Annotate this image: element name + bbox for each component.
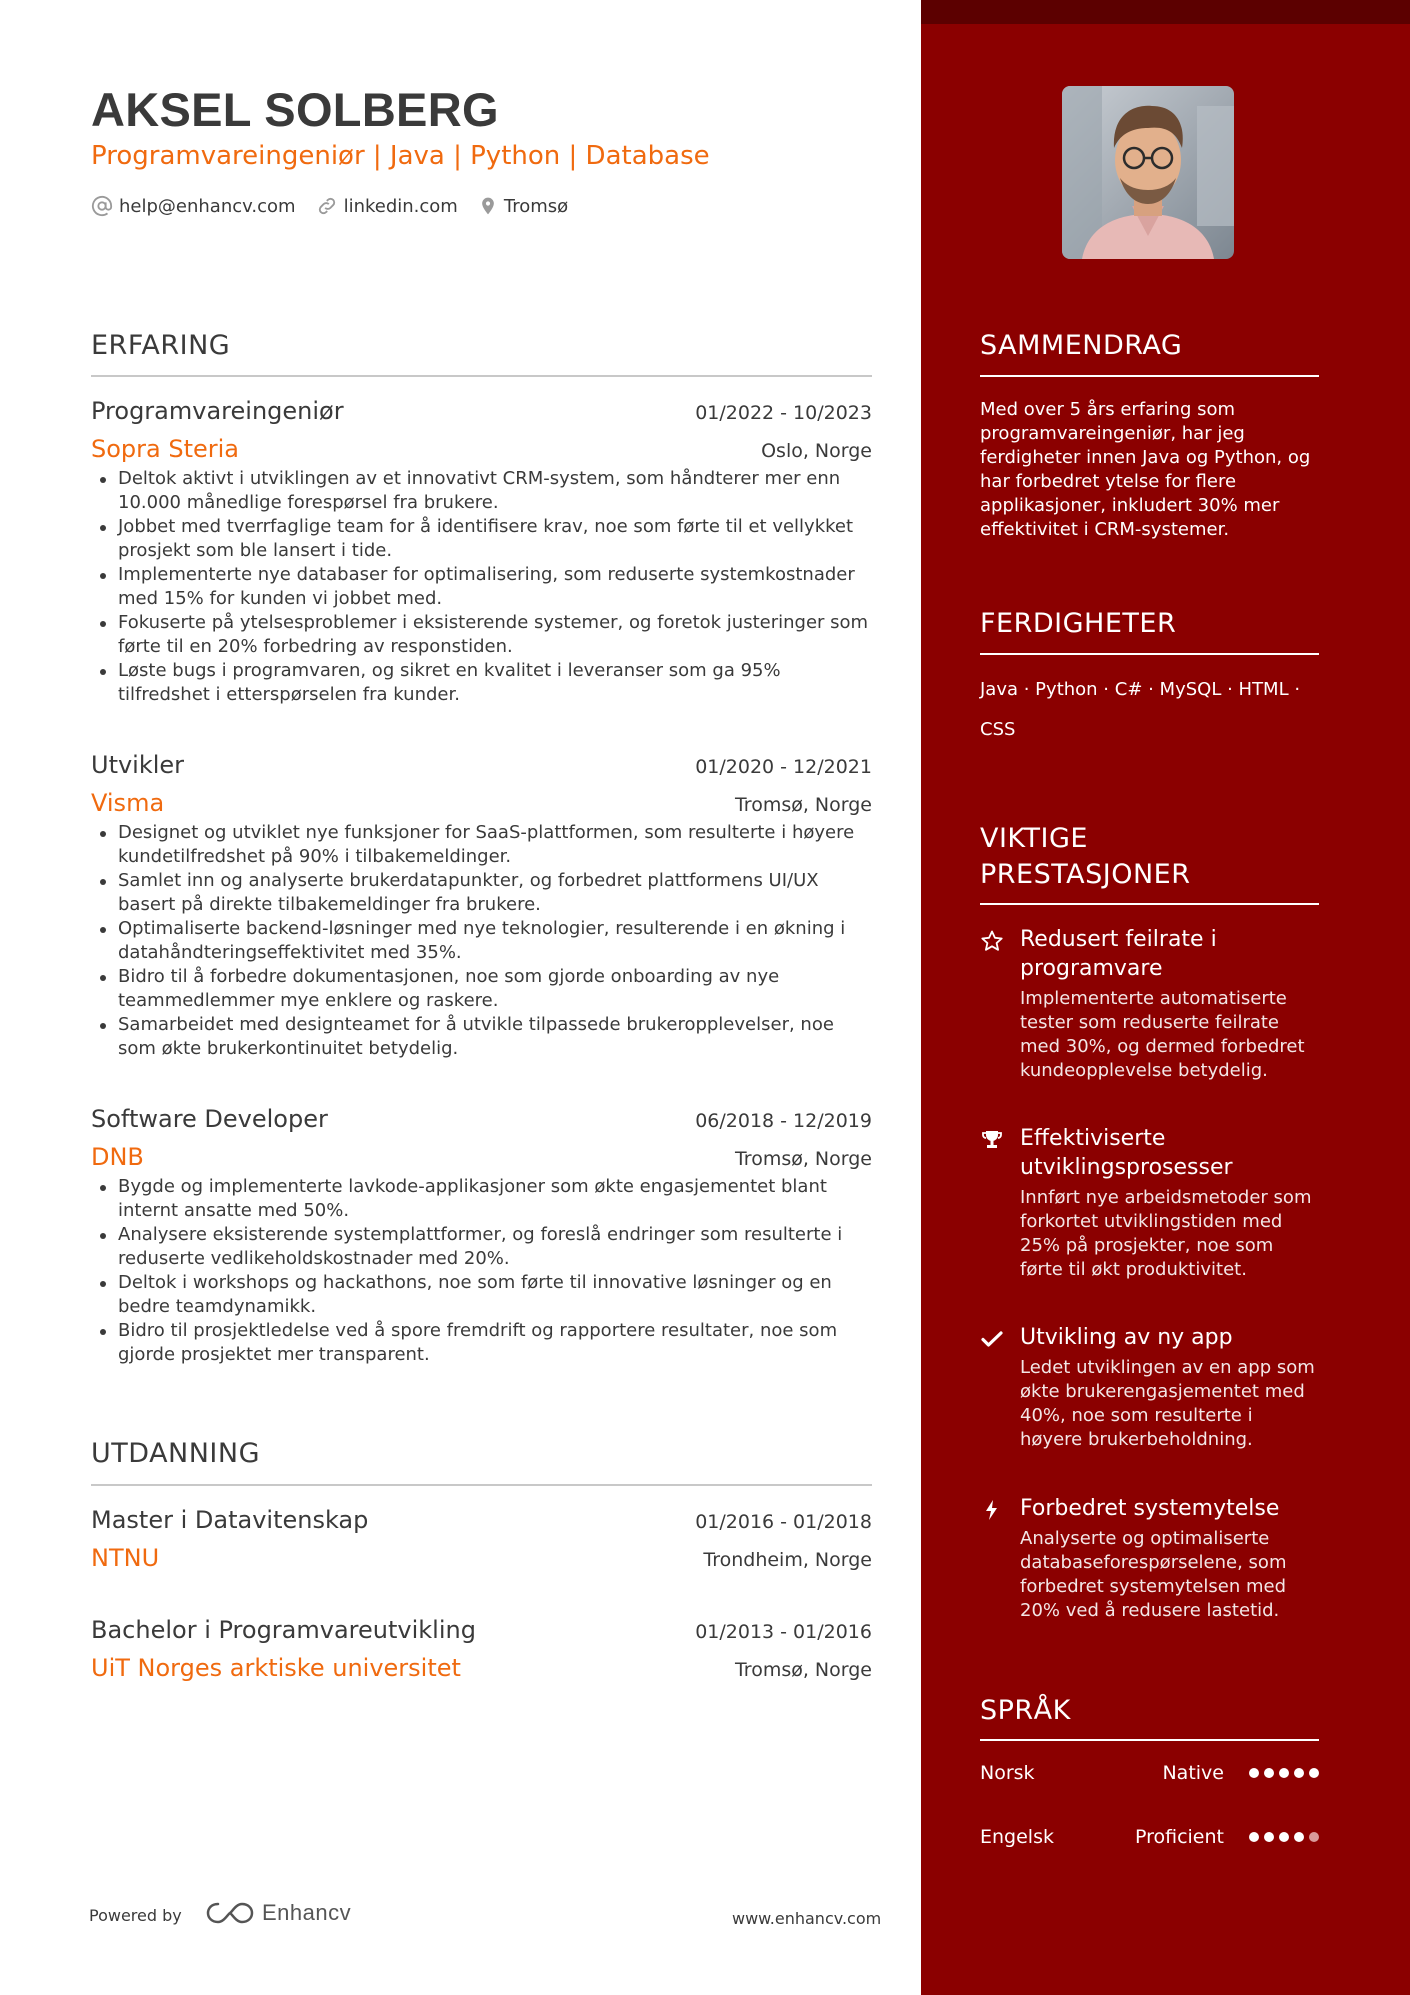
job-location: Oslo, Norge [761,440,872,462]
job-location: Tromsø, Norge [734,794,872,816]
bullet-item: Samlet inn og analyserte brukerdatapunkter, og forbedret plattformens UI/UX basert på direkte tilbakemeldinger fra brukere. [91,869,872,917]
brand-name: Enhancv [262,1900,352,1925]
achievement-desc: Innført nye arbeidsmetoder som forkortet utviklingstiden med 25% på prosjekter, noe som førte til økt produktivitet. [1020,1187,1312,1280]
achievement-title: Effektiviserte utviklingsprosesser [1020,1126,1233,1180]
bullet-item: Fokuserte på ytelsesproblemer i eksisterende systemer, og foretok justeringer som førte til en 20% forbedring av responstiden. [91,611,872,659]
rating-dot-filled [1294,1768,1304,1778]
achievement-title: Forbedret systemytelse [1020,1496,1280,1521]
footer-url[interactable]: www.enhancv.com [732,1909,882,1928]
experience-entry [91,751,872,1061]
education-entry [91,1506,872,1572]
achievements-title-line2: PRESTASJONER [980,859,1191,890]
education-dates: 01/2016 - 01/2018 [695,1511,872,1533]
link-icon [316,195,338,217]
school-name: NTNU [91,1544,160,1572]
bullet-item: Samarbeidet med designteamet for å utvikle tilpassede brukeropplevelser, noe som økte brukerkontinuitet betydelig. [91,1013,872,1061]
contact-email[interactable] [91,195,296,217]
school-location: Tromsø, Norge [734,1659,872,1681]
school-name: UiT Norges arktiske universitet [91,1654,461,1682]
education-entry [91,1616,872,1682]
star-icon [980,929,1004,953]
achievement-desc: Analyserte og optimaliserte databaseforespørselene, som forbedret systemytelsen med 20% ved å redusere lastetid. [1020,1528,1287,1621]
bullet-item: Deltok i workshops og hackathons, noe som førte til innovative løsninger og en bedre teamdynamikk. [91,1271,872,1319]
bullet-item: Bidro til å forbedre dokumentasjonen, noe som gjorde onboarding av nye teammedlemmer mye enklere og raskere. [91,965,872,1013]
contact-location [478,195,568,217]
rating-dot-filled [1279,1832,1289,1842]
language-rating [1244,1768,1319,1778]
job-bullets [91,467,872,707]
location-text: Tromsø [503,195,569,217]
experience-divider [91,375,872,377]
bullet-item: Bidro til prosjektledelse ved å spore fremdrift og rapportere resultater, noe som gjorde prosjektet mer transparent. [91,1319,872,1367]
bullet-item: Bygde og implementerte lavkode-applikasjoner som økte engasjementet blant internt ansatte med 50%. [91,1175,872,1223]
company-name: Sopra Steria [91,435,240,463]
job-dates: 06/2018 - 12/2019 [695,1110,872,1132]
company-name: Visma [91,789,165,817]
language-level: Native [1162,1762,1224,1784]
achievement-title: Redusert feilrate i programvare [1020,927,1217,981]
bullet-item: Deltok aktivt i utviklingen av et innovativt CRM-system, som håndterer mer enn 10.000 månedlige forespørsel fra brukere. [91,467,872,515]
skills-list: Java · Python · C# · MySQL · HTML · CSS [980,679,1301,740]
job-title: Utvikler [91,751,185,779]
job-bullets [91,1175,872,1367]
profile-photo-illustration [1062,86,1234,259]
headline: Programvareingeniør | Java | Python | Database [91,141,710,171]
bullet-item: Implementerte nye databaser for optimalisering, som reduserte systemkostnader med 15% for kunden vi jobbet med. [91,563,872,611]
degree-title: Bachelor i Programvareutvikling [91,1616,476,1644]
experience-title: ERFARING [91,330,231,361]
languages-divider [980,1739,1319,1741]
education-title: UTDANNING [91,1438,261,1469]
job-title: Software Developer [91,1105,328,1133]
achievement-item [980,1323,1319,1452]
powered-by-label: Powered by [89,1906,182,1925]
bullet-item: Løste bugs i programvaren, og sikret en kvalitet i leveranser som ga 95% tilfredshet i etterspørselen fra kunder. [91,659,872,707]
school-location: Trondheim, Norge [703,1549,872,1571]
job-bullets [91,821,872,1061]
language-level: Proficient [1134,1826,1224,1848]
rating-dot-filled [1249,1768,1259,1778]
at-icon [91,195,113,217]
rating-dot-filled [1264,1768,1274,1778]
rating-dot-empty [1309,1832,1319,1842]
rating-dot-filled [1279,1768,1289,1778]
rating-dot-filled [1249,1832,1259,1842]
summary-title: SAMMENDRAG [980,330,1183,361]
achievement-desc: Ledet utviklingen av en app som økte brukerengasjementet med 40%, noe som resulterte i høyere brukerbeholdning. [1020,1357,1315,1450]
candidate-name: AKSEL SOLBERG [91,83,499,136]
rating-dot-filled [1264,1832,1274,1842]
bolt-icon [980,1498,1004,1522]
language-item [980,1826,1319,1848]
language-name: Engelsk [980,1826,1054,1848]
bullet-item: Analysere eksisterende systemplattformer, og foreslå endringer som resulterte i reduserte vedlikeholdskostnader med 20%. [91,1223,872,1271]
location-pin-icon [478,195,498,217]
education-dates: 01/2013 - 01/2016 [695,1621,872,1643]
job-dates: 01/2020 - 12/2021 [695,756,872,778]
achievements-title [980,821,1190,893]
achievements-divider [980,903,1319,905]
language-name: Norsk [980,1762,1035,1784]
email-text: help@enhancv.com [119,195,296,217]
sidebar-top-band [921,0,1410,24]
company-name: DNB [91,1143,144,1171]
linkedin-text: linkedin.com [343,195,458,217]
language-rating [1244,1832,1319,1842]
check-icon [980,1327,1004,1351]
degree-title: Master i Datavitenskap [91,1506,369,1534]
experience-entry [91,1105,872,1367]
enhancv-logo-mark-icon [206,1900,254,1926]
trophy-icon [980,1128,1004,1152]
job-dates: 01/2022 - 10/2023 [695,402,872,424]
contact-bar [91,195,588,217]
rating-dot-filled [1309,1768,1319,1778]
skills-title: FERDIGHETER [980,608,1177,639]
enhancv-logo[interactable] [206,1900,351,1926]
education-divider [91,1484,872,1486]
summary-text: Med over 5 års erfaring som programvareingeniør, har jeg ferdigheter innen Java og Python, og har forbedret ytelse for flere applikasjoner, inkludert 30% mer effektivitet i CRM-systemer. [980,399,1311,540]
achievement-title: Utvikling av ny app [1020,1325,1233,1350]
bullet-item: Jobbet med tverrfaglige team for å identifisere krav, noe som førte til et vellykket prosjekt som ble lansert i tide. [91,515,872,563]
profile-photo [1062,86,1234,259]
achievements-title-line1: VIKTIGE [980,823,1088,854]
summary-divider [980,375,1319,377]
job-title: Programvareingeniør [91,397,344,425]
achievement-item [980,925,1319,1083]
achievement-item [980,1494,1319,1623]
language-item [980,1762,1319,1784]
achievement-item [980,1124,1319,1282]
job-location: Tromsø, Norge [734,1148,872,1170]
skills-divider [980,653,1319,655]
bullet-item: Designet og utviklet nye funksjoner for SaaS-plattformen, som resulterte i høyere kundetilfredshet på 90% i tilbakemeldinger. [91,821,872,869]
rating-dot-filled [1294,1832,1304,1842]
languages-title: SPRÅK [980,1695,1071,1726]
contact-linkedin[interactable] [316,195,458,217]
bullet-item: Optimaliserte backend-løsninger med nye teknologier, resulterende i en økning i datahåndteringseffektivitet med 35%. [91,917,872,965]
achievement-desc: Implementerte automatiserte tester som reduserte feilrate med 30%, og dermed forbedret kundeopplevelse betydelig. [1020,988,1305,1081]
experience-entry [91,397,872,707]
